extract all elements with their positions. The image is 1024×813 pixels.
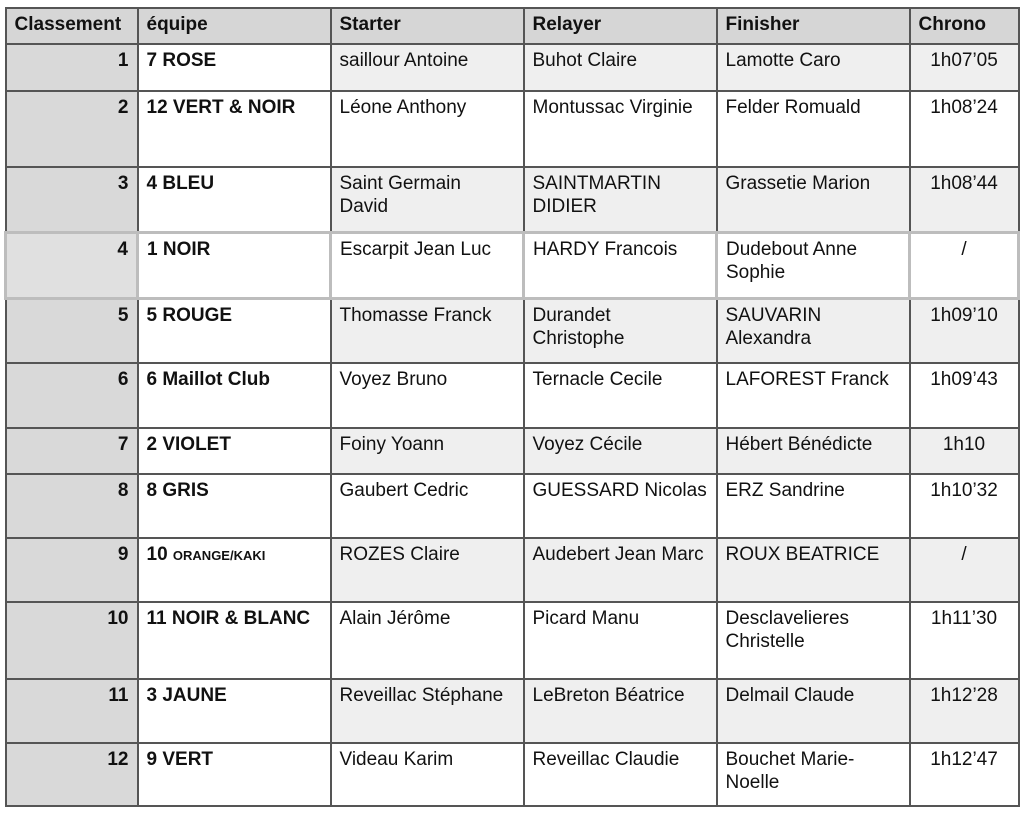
team-cell: 7 ROSE (138, 44, 331, 91)
rank-cell: 2 (6, 91, 138, 167)
starter-cell: Saint Germain David (331, 167, 524, 232)
team-cell: 5 ROUGE (138, 298, 331, 363)
finisher-cell: Delmail Claude (717, 679, 910, 743)
chrono-cell: 1h12’47 (910, 743, 1019, 806)
table-row (6, 602, 1019, 679)
relayer-cell: Durandet Christophe (524, 298, 717, 363)
header-relayer: Relayer (524, 8, 717, 44)
chrono-cell: 1h11’30 (910, 602, 1019, 679)
team-cell: 4 BLEU (138, 167, 331, 232)
rank-cell: 4 (6, 232, 138, 298)
chrono-cell: 1h08’24 (910, 91, 1019, 167)
starter-cell: Escarpit Jean Luc (331, 232, 524, 298)
finisher-cell: Lamotte Caro (717, 44, 910, 91)
starter-cell: Gaubert Cedric (331, 474, 524, 538)
chrono-cell: 1h10 (910, 428, 1019, 474)
table-row (6, 298, 1019, 363)
header-chrono: Chrono (910, 8, 1019, 44)
table-row (6, 679, 1019, 743)
rank-cell: 3 (6, 167, 138, 232)
table-row (6, 232, 1019, 298)
team-cell: 3 JAUNE (138, 679, 331, 743)
finisher-cell: Grassetie Marion (717, 167, 910, 232)
table-header (6, 8, 1019, 44)
rank-cell: 8 (6, 474, 138, 538)
header-starter: Starter (331, 8, 524, 44)
finisher-cell: Felder Romuald (717, 91, 910, 167)
header-classement: Classement (6, 8, 138, 44)
rank-cell: 6 (6, 363, 138, 428)
finisher-cell: Desclavelieres Christelle (717, 602, 910, 679)
team-cell: 2 VIOLET (138, 428, 331, 474)
rank-cell: 11 (6, 679, 138, 743)
starter-cell: Léone Anthony (331, 91, 524, 167)
chrono-cell: 1h09’10 (910, 298, 1019, 363)
rank-cell: 1 (6, 44, 138, 91)
table-row (6, 167, 1019, 232)
relayer-cell: HARDY Francois (524, 232, 717, 298)
starter-cell: Videau Karim (331, 743, 524, 806)
starter-cell: Alain Jérôme (331, 602, 524, 679)
header-finisher: Finisher (717, 8, 910, 44)
chrono-cell: 1h10’32 (910, 474, 1019, 538)
chrono-cell: 1h07’05 (910, 44, 1019, 91)
relayer-cell: GUESSARD Nicolas (524, 474, 717, 538)
table-row (6, 428, 1019, 474)
finisher-cell: ROUX BEATRICE (717, 538, 910, 602)
table-row (6, 91, 1019, 167)
table-row (6, 363, 1019, 428)
table-body (6, 44, 1019, 806)
relayer-cell: SAINTMARTIN DIDIER (524, 167, 717, 232)
table-row (6, 538, 1019, 602)
relayer-cell: Montussac Virginie (524, 91, 717, 167)
relayer-cell: Audebert Jean Marc (524, 538, 717, 602)
team-cell (138, 538, 331, 602)
header-row (6, 8, 1019, 44)
chrono-cell: / (910, 232, 1019, 298)
relayer-cell: LeBreton Béatrice (524, 679, 717, 743)
starter-cell: Reveillac Stéphane (331, 679, 524, 743)
table-row (6, 44, 1019, 91)
relayer-cell: Buhot Claire (524, 44, 717, 91)
relayer-cell: Voyez Cécile (524, 428, 717, 474)
finisher-cell: LAFOREST Franck (717, 363, 910, 428)
finisher-cell: ERZ Sandrine (717, 474, 910, 538)
rank-cell: 7 (6, 428, 138, 474)
team-cell: 6 Maillot Club (138, 363, 331, 428)
finisher-cell: SAUVARIN Alexandra (717, 298, 910, 363)
relayer-cell: Ternacle Cecile (524, 363, 717, 428)
finisher-cell: Bouchet Marie-Noelle (717, 743, 910, 806)
rank-cell: 5 (6, 298, 138, 363)
chrono-cell: 1h08’44 (910, 167, 1019, 232)
starter-cell: ROZES Claire (331, 538, 524, 602)
team-cell: 11 NOIR & BLANC (138, 602, 331, 679)
chrono-cell: / (910, 538, 1019, 602)
rank-cell: 10 (6, 602, 138, 679)
rank-cell: 12 (6, 743, 138, 806)
team-cell: 12 VERT & NOIR (138, 91, 331, 167)
chrono-cell: 1h09’43 (910, 363, 1019, 428)
starter-cell: saillour Antoine (331, 44, 524, 91)
rank-cell: 9 (6, 538, 138, 602)
starter-cell: Foiny Yoann (331, 428, 524, 474)
table-row (6, 743, 1019, 806)
chrono-cell: 1h12’28 (910, 679, 1019, 743)
header-equipe: équipe (138, 8, 331, 44)
team-number: 10 (146, 544, 168, 565)
team-cell: 1 NOIR (138, 232, 331, 298)
finisher-cell: Hébert Bénédicte (717, 428, 910, 474)
results-table-wrapper (4, 7, 1020, 807)
team-color: ORANGE/KAKI (172, 548, 266, 563)
starter-cell: Voyez Bruno (331, 363, 524, 428)
starter-cell: Thomasse Franck (331, 298, 524, 363)
relayer-cell: Reveillac Claudie (524, 743, 717, 806)
team-cell: 9 VERT (138, 743, 331, 806)
team-cell: 8 GRIS (138, 474, 331, 538)
table-row (6, 474, 1019, 538)
relayer-cell: Picard Manu (524, 602, 717, 679)
results-table (4, 7, 1020, 807)
finisher-cell: Dudebout Anne Sophie (717, 232, 910, 298)
